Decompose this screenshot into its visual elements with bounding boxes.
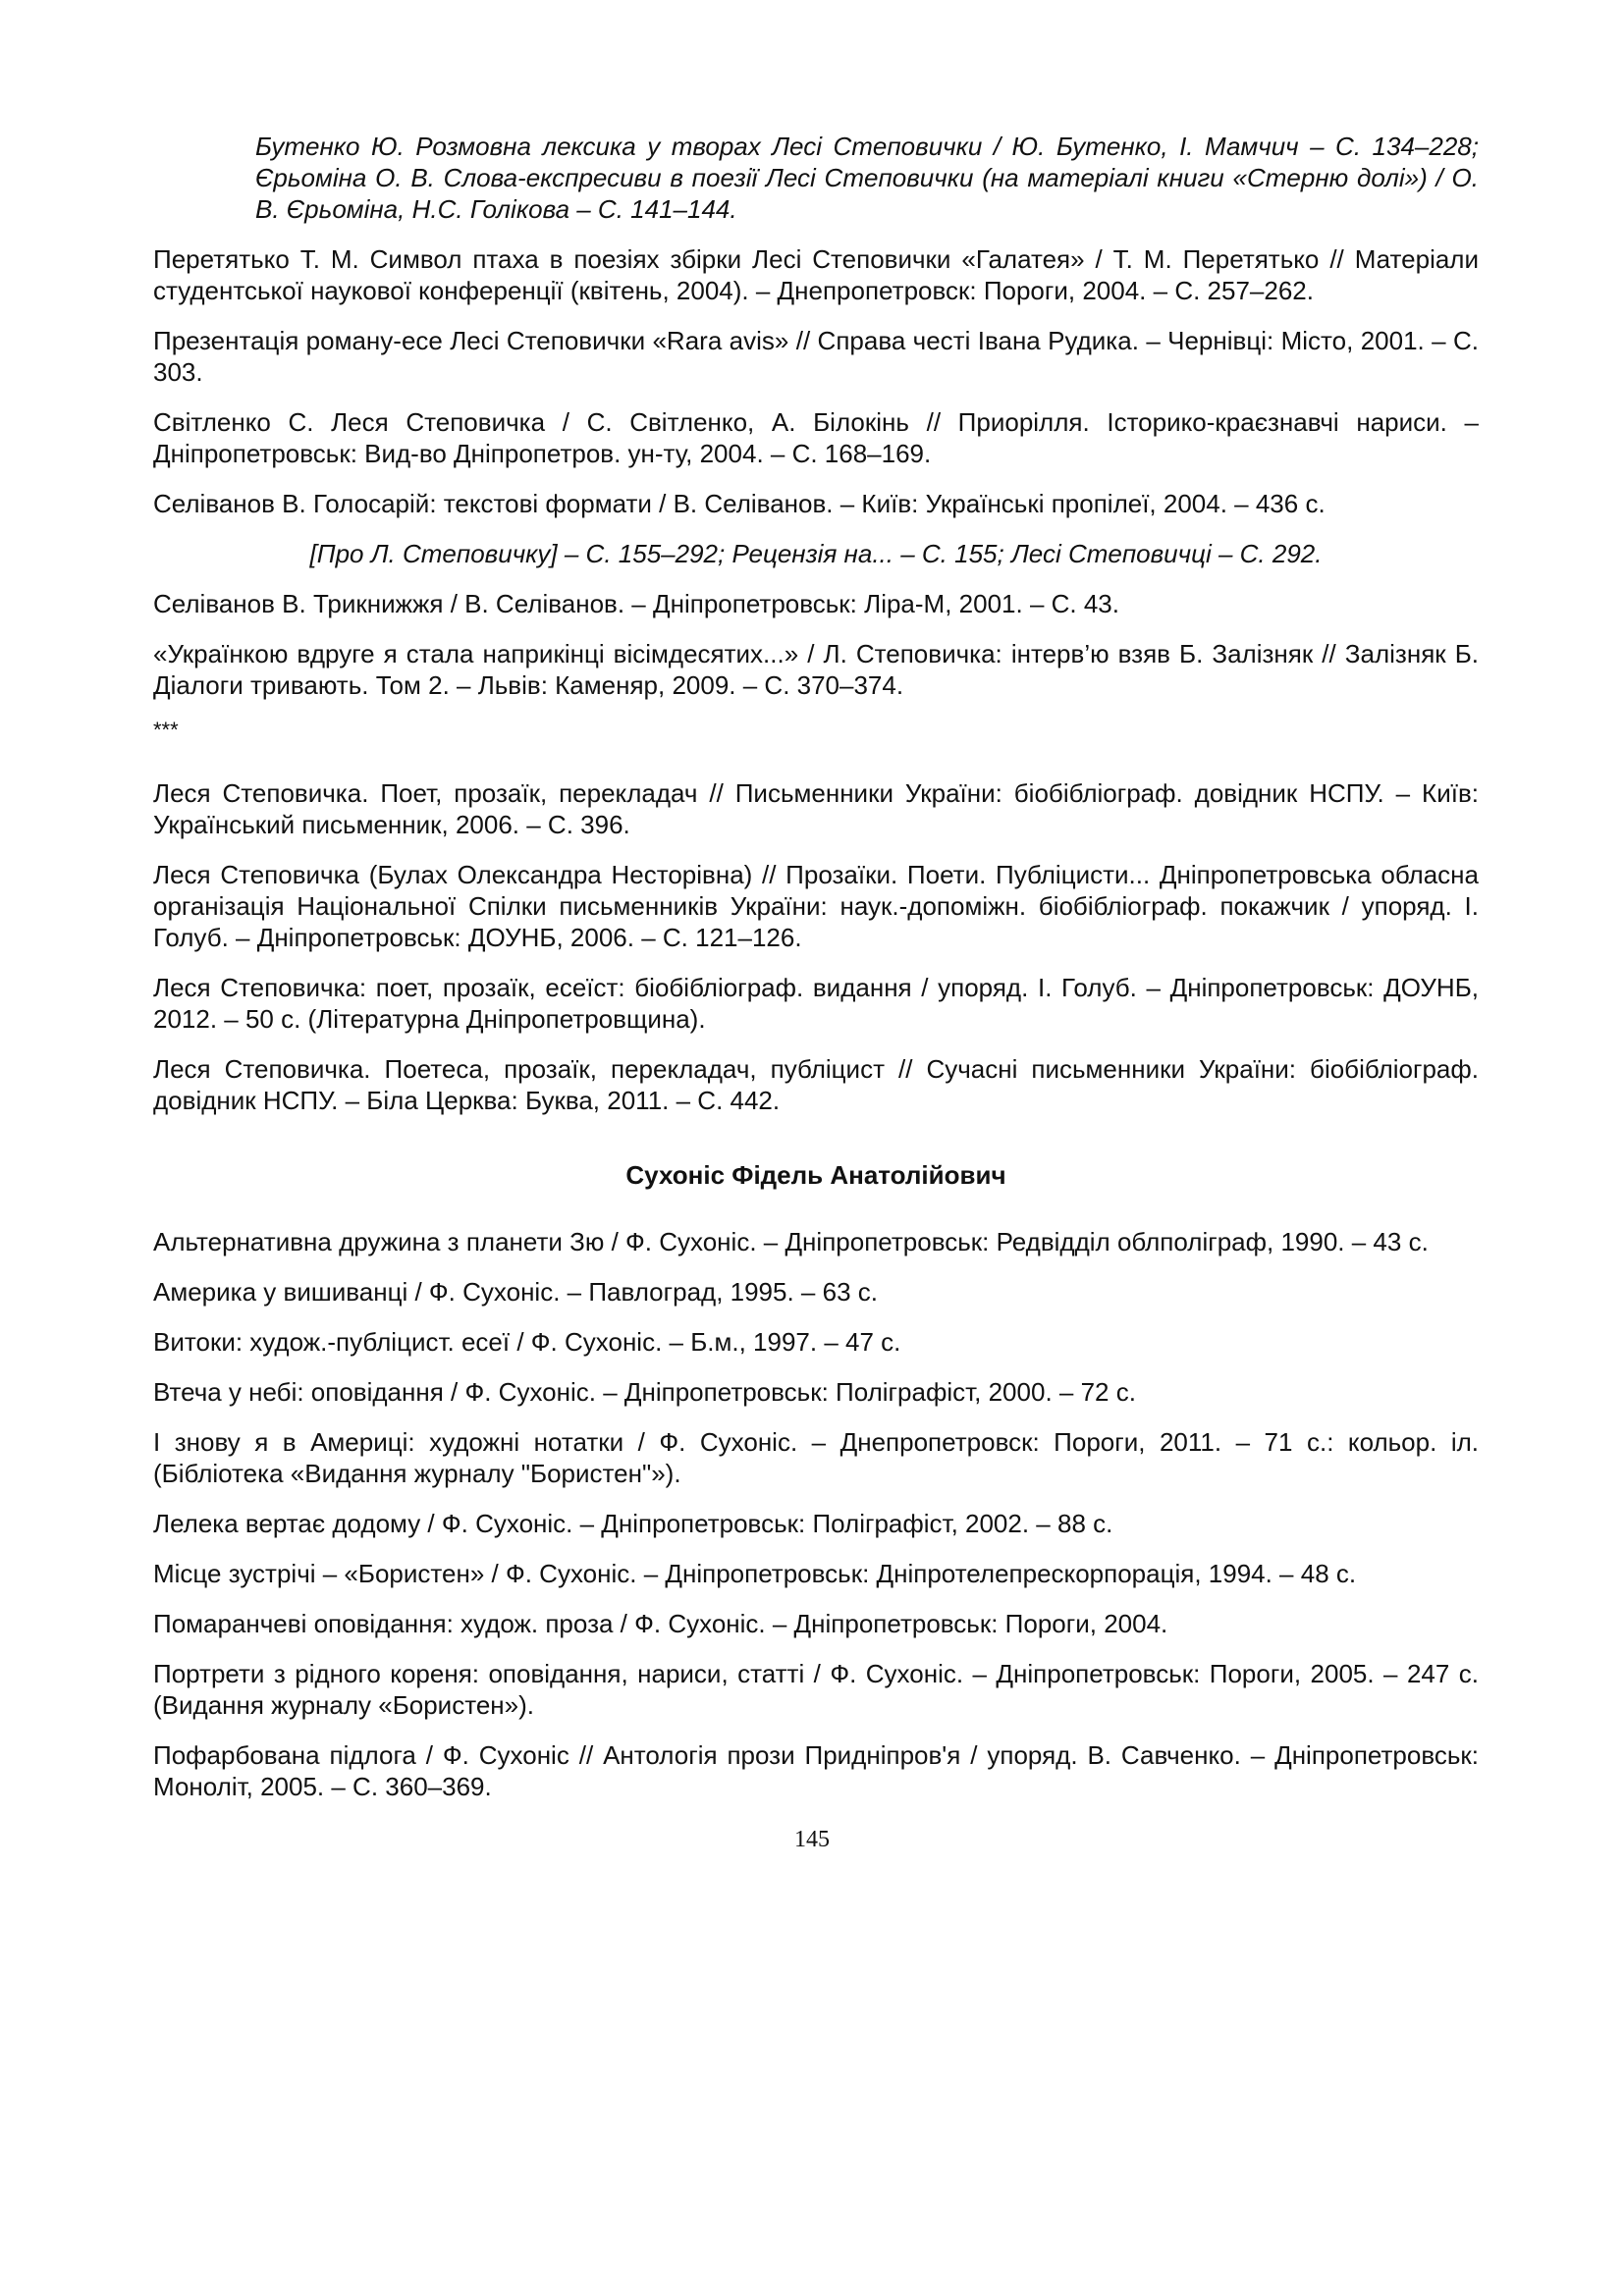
bibliography-entry: І знову я в Америці: художні нотатки / Ф. Сухоніс. – Днепропетровск: Пороги, 2011. – 71 с.: кольор. іл. (Бібліотека «Видання журналу "Бористен"»).: [153, 1427, 1479, 1488]
bibliography-entry: Америка у вишиванці / Ф. Сухоніс. – Павлоград, 1995. – 63 с.: [153, 1277, 878, 1307]
bibliography-entry: Перетятько Т. М. Символ птаха в поезіях збірки Лесі Степовички «Галатея» / Т. М. Перетятько // Матеріали студентської наукової конференції (квітень, 2004). – Днепропетровск: Пороги, 2004. – С. 257–262.: [153, 244, 1479, 305]
bibliography-entry-annotation: Бутенко Ю. Розмовна лексика у творах Лесі Степовички / Ю. Бутенко, І. Мамчич – С. 134–228; Єрьоміна О. В. Слова-експресиви в поезії Лесі Степовички (на матеріалі книги «Стерню долі») / О. В. Єрьоміна, Н.С. Голікова – С. 141–144.: [255, 132, 1479, 224]
section-separator: ***: [153, 718, 179, 742]
bibliography-entry: Пофарбована підлога / Ф. Сухоніс // Антологія прози Придніпров'я / упоряд. В. Савченко. – Дніпропетровськ: Моноліт, 2005. – С. 360–369.: [153, 1740, 1479, 1801]
bibliography-entry: Витоки: худож.-публіцист. есеї / Ф. Сухоніс. – Б.м., 1997. – 47 с.: [153, 1327, 901, 1357]
bibliography-entry: Втеча у небі: оповідання / Ф. Сухоніс. – Дніпропетровськ: Поліграфіст, 2000. – 72 с.: [153, 1377, 1136, 1407]
bibliography-entry: Леся Степовичка. Поет, прозаїк, перекладач // Письменники України: біобібліограф. довідник НСПУ. – Київ: Український письменник, 2006. – С. 396.: [153, 778, 1479, 839]
bibliography-entry: Селіванов В. Трикнижжя / В. Селіванов. – Дніпропетровськ: Ліра-М, 2001. – С. 43.: [153, 589, 1119, 618]
bibliography-entry-annotation: [Про Л. Степовичку] – С. 155–292; Рецензія на... – С. 155; Лесі Степовичці – С. 292.: [309, 539, 1323, 568]
bibliography-entry: Місце зустрічі – «Бористен» / Ф. Сухоніс. – Дніпропетровськ: Дніпротелепрескорпорація, 1994. – 48 с.: [153, 1559, 1357, 1588]
bibliography-entry: Селіванов В. Голосарій: текстові формати / В. Селіванов. – Київ: Українські пропілеї, 2004. – 436 с.: [153, 489, 1326, 518]
bibliography-entry: «Українкою вдруге я стала наприкінці вісімдесятих...» / Л. Степовичка: інтерв’ю взяв Б. Залізняк // Залізняк Б. Діалоги тривають. Том 2. – Львів: Каменяр, 2009. – С. 370–374.: [153, 639, 1479, 700]
bibliography-entry: Леся Степовичка: поет, прозаїк, есеїст: біобібліограф. видання / упоряд. І. Голуб. – Дніпропетровськ: ДОУНБ, 2012. – 50 с. (Літературна Дніпропетровщина).: [153, 973, 1479, 1034]
bibliography-entry: Лелека вертає додому / Ф. Сухоніс. – Дніпропетровськ: Поліграфіст, 2002. – 88 с.: [153, 1509, 1113, 1538]
bibliography-entry: Презентація роману-есе Лесі Степовички «Rara avis» // Справа честі Івана Рудика. – Чернівці: Місто, 2001. – С. 303.: [153, 326, 1479, 387]
bibliography-entry: Леся Степовичка. Поетеса, прозаїк, перекладач, публіцист // Сучасні письменники України: біобібліограф. довідник НСПУ. – Біла Церква: Буква, 2011. – С. 442.: [153, 1054, 1479, 1115]
bibliography-entry: Альтернативна дружина з планети Зю / Ф. Сухоніс. – Дніпропетровськ: Редвідділ облполіграф, 1990. – 43 с.: [153, 1227, 1429, 1256]
bibliography-entry: Помаранчеві оповідання: худож. проза / Ф. Сухоніс. – Дніпропетровськ: Пороги, 2004.: [153, 1609, 1168, 1638]
page-content: [153, 131, 1479, 1821]
bibliography-entry: Леся Степовичка (Булах Олександра Несторівна) // Прозаїки. Поети. Публіцисти... Дніпропетровська обласна організація Національної Спілки письменників України: наук.-допоміжн. біобібліограф. покажчик / упоряд. І. Голуб. – Дніпропетровськ: ДОУНБ, 2006. – С. 121–126.: [153, 860, 1479, 952]
bibliography-entry: Світленко С. Леся Степовичка / С. Світленко, А. Білокінь // Приорілля. Історико-краєзнавчі нариси. – Дніпропетровськ: Вид-во Дніпропетров. ун-ту, 2004. – С. 168–169.: [153, 407, 1479, 468]
author-heading: Сухоніс Фідель Анатолійович: [625, 1160, 1006, 1190]
page-number: 145: [794, 1827, 830, 1852]
bibliography-entry: Портрети з рідного кореня: оповідання, нариси, статті / Ф. Сухоніс. – Дніпропетровськ: Пороги, 2005. – 247 с. (Видання журналу «Бористен»).: [153, 1659, 1479, 1720]
